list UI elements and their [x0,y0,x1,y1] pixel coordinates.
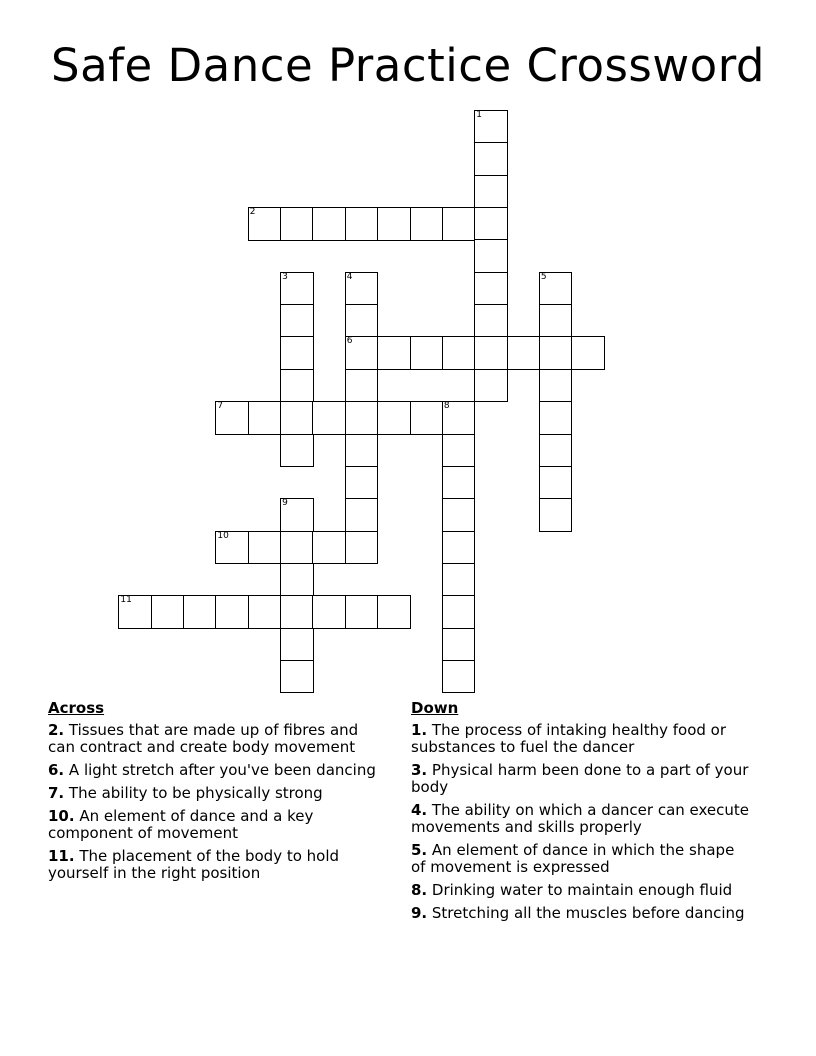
across-clue-10 [48,808,388,842]
grid-cell[interactable] [345,272,379,306]
grid-cell[interactable] [410,336,444,370]
clue-number: 9. [411,904,428,922]
clue-text: A light stretch after you've been dancing [64,761,376,779]
grid-cell[interactable] [280,531,314,565]
clue-text: The process of intaking healthy food or substances to fuel the dancer [411,721,727,756]
grid-cell[interactable] [442,498,476,532]
grid-cell[interactable] [539,401,573,435]
grid-cell[interactable] [345,207,379,241]
clue-number: 8. [411,881,428,899]
grid-cell[interactable] [345,304,379,338]
grid-cell[interactable] [377,207,411,241]
across-clue-2 [48,722,388,756]
clue-number-label: 9 [282,498,288,509]
clue-text: The placement of the body to hold yourself in the right position [48,847,340,882]
clue-number: 10. [48,807,75,825]
grid-cell[interactable] [442,401,476,435]
clue-text: Drinking water to maintain enough fluid [427,881,733,899]
grid-cell[interactable] [539,498,573,532]
grid-cell[interactable] [118,595,152,629]
grid-cell[interactable] [442,531,476,565]
clue-number-label: 6 [346,336,353,347]
grid-cell[interactable] [280,336,314,370]
grid-cell[interactable] [474,207,508,241]
grid-cell[interactable] [345,336,379,370]
grid-cell[interactable] [280,595,314,629]
clue-number: 5. [411,841,428,859]
down-clue-1 [411,722,751,756]
clue-text: Physical harm been done to a part of your body [411,761,749,796]
grid-cell[interactable] [442,336,476,370]
grid-cell[interactable] [312,401,346,435]
clue-number-label: 2 [249,207,256,218]
clue-text: The ability to be physically strong [64,784,323,802]
clue-text: An element of dance in which the shape of movement is expressed [411,841,735,876]
grid-cell[interactable] [280,369,314,403]
grid-cell[interactable] [345,531,379,565]
grid-cell[interactable] [183,595,217,629]
across-clue-11 [48,848,388,882]
clue-number-label: 4 [346,271,353,282]
grid-cell[interactable] [474,110,508,144]
grid-cell[interactable] [539,466,573,500]
across-clue-7 [48,785,388,802]
grid-cell[interactable] [410,401,444,435]
clue-number: 3. [411,761,428,779]
grid-cell[interactable] [312,207,346,241]
grid-cell[interactable] [312,595,346,629]
grid-cell[interactable] [507,336,541,370]
grid-cell[interactable] [248,207,282,241]
grid-cell[interactable] [248,595,282,629]
grid-cell[interactable] [539,304,573,338]
grid-cell[interactable] [280,628,314,662]
clue-number: 4. [411,801,428,819]
clue-text: The ability on which a dancer can execute movements and skills properly [411,801,750,836]
grid-cell[interactable] [377,401,411,435]
grid-cell[interactable] [377,336,411,370]
grid-cell[interactable] [442,563,476,597]
across-heading: Across [48,699,105,717]
down-heading: Down [411,699,459,717]
clue-number-label: 3 [282,271,288,282]
clue-number-label: 10 [217,530,229,541]
grid-cell[interactable] [539,272,573,306]
grid-cell[interactable] [312,531,346,565]
down-clue-5 [411,842,751,876]
grid-cell[interactable] [280,563,314,597]
down-clue-9 [411,905,751,922]
grid-cell[interactable] [345,466,379,500]
grid-cell[interactable] [474,142,508,176]
grid-cell[interactable] [248,401,282,435]
grid-cell[interactable] [539,336,573,370]
clue-text: An element of dance and a key component of movement [48,807,314,842]
clue-number-label: 8 [443,401,450,412]
grid-cell[interactable] [539,434,573,468]
clue-number-label: 5 [540,271,547,282]
grid-cell[interactable] [474,369,508,403]
grid-cell[interactable] [474,272,508,306]
grid-cell[interactable] [215,531,249,565]
down-clue-4 [411,802,751,836]
grid-cell[interactable] [474,336,508,370]
grid-cell[interactable] [474,175,508,209]
grid-cell[interactable] [248,531,282,565]
grid-cell[interactable] [539,369,573,403]
grid-cell[interactable] [280,207,314,241]
clue-number: 1. [411,721,428,739]
across-clue-6 [48,762,388,779]
grid-cell[interactable] [571,336,605,370]
grid-cell[interactable] [442,434,476,468]
grid-cell[interactable] [345,498,379,532]
grid-cell[interactable] [215,401,249,435]
grid-cell[interactable] [215,595,249,629]
across-clues [48,700,388,888]
down-clues [411,700,751,928]
grid-cell[interactable] [410,207,444,241]
grid-cell[interactable] [474,304,508,338]
grid-cell[interactable] [280,434,314,468]
clue-text: Stretching all the muscles before dancing [427,904,745,922]
page-title: Safe Dance Practice Crossword [51,39,765,92]
clue-number-label: 1 [476,110,482,120]
clue-number: 2. [48,721,65,739]
grid-cell[interactable] [345,369,379,403]
clue-number-label: 11 [120,595,132,606]
grid-cell[interactable] [151,595,185,629]
grid-cell[interactable] [442,466,476,500]
grid-cell[interactable] [280,272,314,306]
grid-cell[interactable] [442,628,476,662]
grid-cell[interactable] [280,498,314,532]
grid-cell[interactable] [345,595,379,629]
clue-text: Tissues that are made up of fibres and can contract and create body movement [48,721,359,756]
grid-cell[interactable] [345,434,379,468]
grid-cell[interactable] [377,595,411,629]
grid-cell[interactable] [442,207,476,241]
down-clue-8 [411,882,751,899]
clue-number: 11. [48,847,75,865]
grid-cell[interactable] [442,660,476,694]
grid-cell[interactable] [345,401,379,435]
down-clue-3 [411,762,751,796]
grid-cell[interactable] [474,239,508,273]
clue-number-label: 7 [217,401,224,412]
grid-cell[interactable] [442,595,476,629]
grid-cell[interactable] [280,401,314,435]
grid-cell[interactable] [280,304,314,338]
grid-cell[interactable] [280,660,314,694]
clue-number: 7. [48,784,65,802]
clue-number: 6. [48,761,65,779]
